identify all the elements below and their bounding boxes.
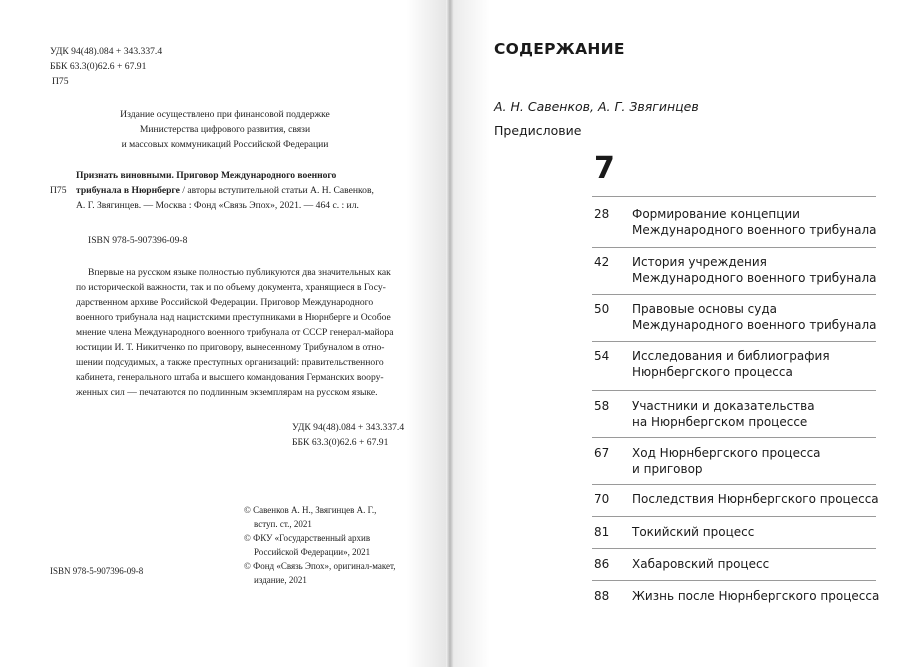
funding-line: Издание осуществлено при финансовой поддержке	[120, 109, 330, 120]
annotation-line: дарственном архиве Российской Федерации. Приговор Международного	[76, 297, 374, 308]
copyright-line: издание, 2021	[254, 575, 307, 585]
toc-divider	[592, 341, 876, 342]
bibliographic-record	[76, 168, 374, 213]
copyright-line: © Савенков А. Н., Звягинцев А. Г.,	[244, 505, 377, 515]
annotation-line: шении подсудимых, а также преступных организаций: правительственного	[76, 357, 384, 368]
toc-page-number: 54	[594, 349, 610, 363]
toc-divider	[592, 516, 876, 517]
toc-entry-line: Формирование концепции	[632, 207, 800, 221]
toc-entry-line: и приговор	[632, 462, 703, 476]
toc-entry-title	[632, 348, 830, 380]
toc-entry-title	[632, 301, 876, 333]
toc-divider	[592, 294, 876, 295]
copyright-line: © ФКУ «Государственный архив	[244, 533, 371, 543]
bbk-code: ББК 63.3(0)62.6 + 67.91	[292, 437, 389, 448]
right-page	[454, 0, 900, 667]
book-gutter	[446, 0, 454, 667]
toc-entry-line: История учреждения	[632, 255, 767, 269]
annotation	[76, 265, 394, 400]
toc-entry-line: Международного военного трибунала	[632, 318, 877, 332]
toc-entry-line: Международного военного трибунала	[632, 271, 877, 285]
toc-divider	[592, 437, 876, 438]
toc-entry-title	[632, 445, 821, 477]
isbn-mid: ISBN 978-5-907396-09-8	[88, 235, 188, 246]
toc-entry-line: Участники и доказательства	[632, 399, 815, 413]
toc-entry-line: на Нюрнбергском процессе	[632, 415, 808, 429]
toc-divider	[592, 390, 876, 391]
toc-page-number: 28	[594, 207, 610, 221]
toc-entry-title	[632, 491, 879, 507]
toc-entry-title	[632, 524, 754, 540]
preface-page-number: 7	[594, 151, 615, 186]
toc-divider	[592, 548, 876, 549]
toc-entry-line: Международного военного трибунала	[632, 223, 877, 237]
toc-entry-title	[632, 588, 879, 604]
toc-page-number: 42	[594, 255, 610, 269]
toc-page-number: 58	[594, 399, 610, 413]
toc-entry-title	[632, 398, 815, 430]
bib-line	[76, 183, 374, 198]
funding-line: и массовых коммуникаций Российской Федерации	[121, 139, 329, 150]
copyright-block	[244, 503, 396, 587]
copyright-line: Российской Федерации», 2021	[254, 547, 371, 557]
annotation-line: Впервые на русском языке полностью публикуются два значительных как	[88, 267, 391, 278]
toc-page-number: 70	[594, 492, 610, 506]
toc-entry-title	[632, 556, 769, 572]
toc-entry-line: Исследования и библиография	[632, 349, 830, 363]
toc-entry-line: Хабаровский процесс	[632, 557, 770, 571]
toc-entry-line: Правовые основы суда	[632, 302, 777, 316]
author-mark: П75	[52, 76, 69, 87]
annotation-line: женных сил — печатаются по подлинным экземплярам на русском языке.	[76, 387, 378, 398]
catalog-codes-bottom	[292, 420, 404, 450]
bib-imprint: А. Г. Звягинцев. — Москва : Фонд «Связь Эпох», 2021. — 464 с. : ил.	[76, 200, 359, 211]
contents-title: СОДЕРЖАНИЕ	[494, 40, 625, 58]
toc-divider	[592, 247, 876, 248]
bib-title-end: трибунала в Нюрнберге	[76, 185, 180, 196]
udk-code: УДК 94(48).084 + 343.337.4	[50, 46, 163, 57]
bib-title: Признать виновными. Приговор Международного военного	[76, 170, 337, 181]
catalog-codes-top	[50, 44, 162, 89]
preface-authors: А. Н. Савенков, А. Г. Звягинцев	[494, 99, 699, 114]
toc-entry-line: Жизнь после Нюрнбергского процесса	[632, 589, 880, 603]
toc-page-number: 88	[594, 589, 610, 603]
copyright-line: © Фонд «Связь Эпох», оригинал-макет,	[244, 561, 396, 571]
isbn-bottom: ISBN 978-5-907396-09-8	[50, 566, 144, 576]
toc-entry-line: Ход Нюрнбергского процесса	[632, 446, 821, 460]
toc-entry-title	[632, 206, 876, 238]
bib-code: П75	[50, 185, 67, 196]
toc-page-number: 86	[594, 557, 610, 571]
preface-title: Предисловие	[494, 123, 582, 138]
toc-divider	[592, 484, 876, 485]
annotation-line: военного трибунала над нацистскими преступниками в Нюрнберге и Особое	[76, 312, 391, 323]
left-page	[0, 0, 446, 667]
udk-code: УДК 94(48).084 + 343.337.4	[292, 422, 405, 433]
toc-divider	[592, 580, 876, 581]
annotation-line: по исторической важности, так и по объему документа, хранящиеся в Госу-	[76, 282, 386, 293]
annotation-line: мнение члена Международного военного трибунала от СССР генерал-майора	[76, 327, 394, 338]
annotation-line: кабинета, генерального штаба и высшего командования Германских воору-	[76, 372, 384, 383]
toc-entry-title	[632, 254, 876, 286]
bib-authors: / авторы вступительной статьи А. Н. Савенков,	[179, 185, 374, 196]
toc-page-number: 81	[594, 525, 610, 539]
toc-entry-line: Токийский процесс	[632, 525, 755, 539]
copyright-line: вступ. ст., 2021	[254, 519, 312, 529]
bbk-code: ББК 63.3(0)62.6 + 67.91	[50, 61, 147, 72]
funding-line: Министерства цифрового развития, связи	[139, 124, 311, 135]
toc-page-number: 67	[594, 446, 610, 460]
toc-divider	[592, 196, 876, 197]
toc-entry-line: Последствия Нюрнбергского процесса	[632, 492, 879, 506]
toc-page-number: 50	[594, 302, 610, 316]
annotation-line: юстиции И. Т. Никитченко по приговору, вынесенному Трибуналом в отно-	[76, 342, 385, 353]
funding-note	[60, 107, 390, 152]
toc-entry-line: Нюрнбергского процесса	[632, 365, 793, 379]
